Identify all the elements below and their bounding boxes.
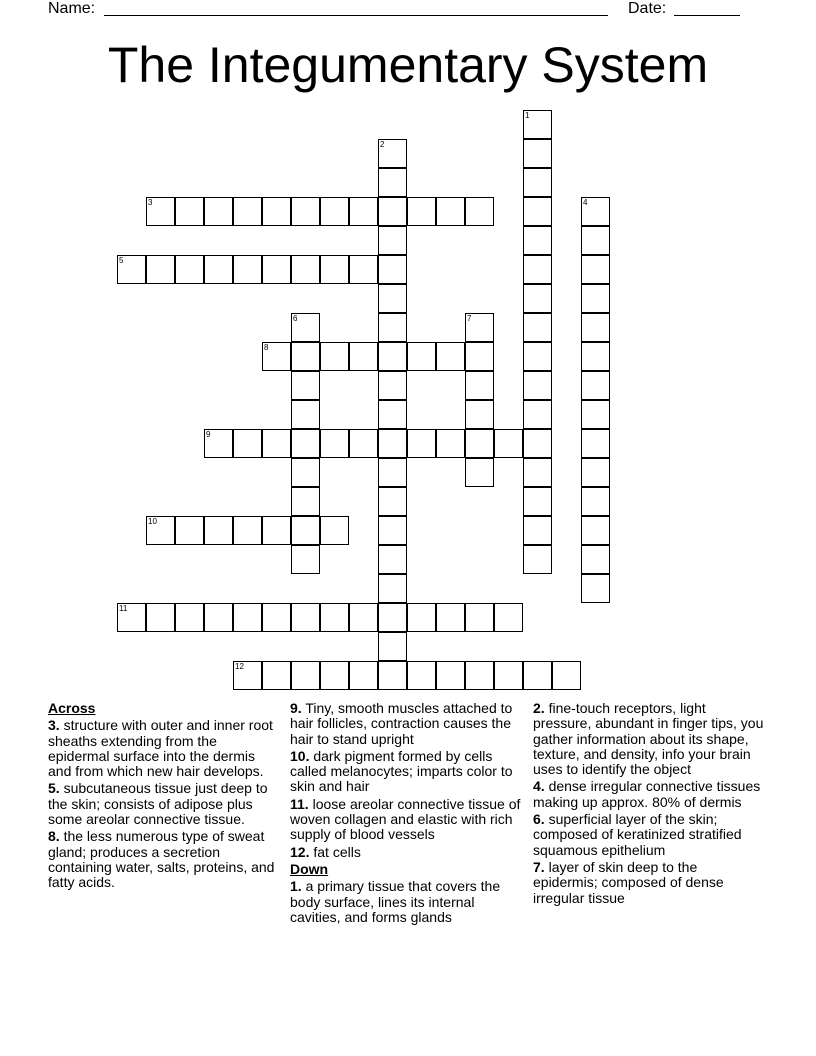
clue-number-1: 1 — [525, 111, 530, 120]
crossword-cell[interactable] — [291, 342, 320, 371]
crossword-cell[interactable] — [378, 458, 407, 487]
crossword-cell[interactable] — [378, 400, 407, 429]
crossword-cell[interactable] — [523, 487, 552, 516]
crossword-cell[interactable] — [233, 603, 262, 632]
clue-down-7: 7. layer of skin deep to the epidermis; composed of dense irregular tissue — [533, 858, 724, 906]
crossword-cell[interactable] — [465, 342, 494, 371]
crossword-cell[interactable] — [378, 545, 407, 574]
crossword-cell[interactable] — [436, 197, 465, 226]
crossword-cell[interactable] — [378, 168, 407, 197]
crossword-cell[interactable] — [320, 197, 349, 226]
clue-number-5: 5 — [119, 256, 124, 265]
clue-number-11: 11 — [119, 604, 128, 613]
crossword-cell[interactable] — [262, 197, 291, 226]
crossword-cell[interactable] — [378, 284, 407, 313]
crossword-cell[interactable] — [262, 516, 291, 545]
crossword-cell[interactable] — [465, 458, 494, 487]
crossword-cell[interactable] — [581, 342, 610, 371]
crossword-cell[interactable] — [436, 429, 465, 458]
clue-across-8: 8. the less numerous type of sweat gland; produces a secretion containing water, salts, proteins, and fatty acids. — [48, 828, 275, 891]
crossword-cell[interactable] — [204, 197, 233, 226]
crossword-cell[interactable] — [378, 603, 407, 632]
clues-column-2 — [290, 701, 522, 927]
crossword-cell[interactable] — [523, 255, 552, 284]
clue-across-10: 10. dark pigment formed by cells called melanocytes; imparts color to skin and hair — [290, 747, 513, 795]
crossword-cell[interactable] — [291, 371, 320, 400]
crossword-cell[interactable] — [552, 661, 581, 690]
clue-number-7: 7 — [467, 314, 472, 323]
crossword-cell[interactable] — [291, 197, 320, 226]
crossword-cell[interactable] — [523, 313, 552, 342]
crossword-cell[interactable] — [349, 661, 378, 690]
crossword-cell[interactable] — [378, 255, 407, 284]
clue-across-5: 5. subcutaneous tissue just deep to the skin; consists of adipose plus some areolar connective tissue. — [48, 780, 268, 828]
clue-number-9: 9 — [206, 430, 211, 439]
crossword-cell[interactable] — [523, 545, 552, 574]
crossword-cell[interactable] — [291, 400, 320, 429]
crossword-cell[interactable] — [523, 139, 552, 168]
clue-number-12: 12 — [235, 662, 244, 671]
clues-column-1 — [48, 701, 280, 893]
clue-number-2: 2 — [380, 140, 385, 149]
crossword-cell[interactable] — [523, 429, 552, 458]
crossword-cell[interactable] — [320, 603, 349, 632]
crossword-cell[interactable] — [291, 429, 320, 458]
crossword-cell[interactable] — [436, 603, 465, 632]
crossword-cell[interactable] — [378, 342, 407, 371]
crossword-cell[interactable] — [465, 603, 494, 632]
crossword-cell[interactable] — [407, 429, 436, 458]
clue-number-4: 4 — [583, 198, 588, 207]
crossword-cell[interactable] — [175, 197, 204, 226]
crossword-cell[interactable] — [407, 342, 436, 371]
crossword-cell[interactable] — [233, 429, 262, 458]
clues-column-3 — [533, 701, 765, 908]
crossword-cell[interactable] — [262, 255, 291, 284]
crossword-cell[interactable] — [494, 429, 523, 458]
crossword-cell[interactable] — [581, 458, 610, 487]
clue-across-3: 3. structure with outer and inner root sheaths extending from the epidermal surface into the dermis and from which new hair develops. — [48, 717, 273, 780]
crossword-cell[interactable] — [233, 197, 262, 226]
crossword-cell[interactable] — [204, 603, 233, 632]
crossword-cell[interactable] — [378, 661, 407, 690]
crossword-cell[interactable] — [262, 661, 291, 690]
crossword-cell[interactable] — [291, 603, 320, 632]
crossword-cell[interactable] — [320, 429, 349, 458]
crossword-cell[interactable] — [523, 661, 552, 690]
crossword-cell[interactable] — [581, 313, 610, 342]
page-title: The Integumentary System — [107, 37, 709, 93]
clue-down-4: 4. dense irregular connective tissues making up approx. 80% of dermis — [533, 778, 761, 810]
crossword-cell[interactable] — [523, 371, 552, 400]
crossword-cell[interactable] — [291, 255, 320, 284]
crossword-cell[interactable] — [146, 603, 175, 632]
crossword-cell[interactable] — [320, 661, 349, 690]
clue-number-6: 6 — [293, 314, 298, 323]
crossword-cell[interactable] — [378, 197, 407, 226]
crossword-cell[interactable] — [523, 342, 552, 371]
crossword-cell[interactable] — [494, 661, 523, 690]
crossword-cell[interactable] — [175, 255, 204, 284]
date-label: Date: — [628, 0, 667, 17]
clue-across-12: 12. fat cells — [290, 843, 361, 860]
crossword-cell[interactable] — [523, 516, 552, 545]
crossword-cell[interactable] — [378, 632, 407, 661]
crossword-cell[interactable] — [581, 284, 610, 313]
crossword-cell[interactable] — [407, 661, 436, 690]
crossword-cell[interactable] — [407, 603, 436, 632]
crossword-cell[interactable] — [233, 516, 262, 545]
crossword-cell[interactable] — [378, 429, 407, 458]
crossword-cell[interactable] — [349, 429, 378, 458]
crossword-cell[interactable] — [349, 342, 378, 371]
down-heading: Down — [290, 860, 329, 877]
crossword-cell[interactable] — [407, 197, 436, 226]
crossword-cell[interactable] — [175, 603, 204, 632]
crossword-cell[interactable] — [436, 342, 465, 371]
crossword-cell[interactable] — [436, 661, 465, 690]
clue-down-1: 1. a primary tissue that covers the body surface, lines its internal cavities, and forms glands — [290, 878, 501, 925]
crossword-cell[interactable] — [523, 284, 552, 313]
crossword-cell[interactable] — [146, 255, 175, 284]
crossword-cell[interactable] — [291, 545, 320, 574]
crossword-cell[interactable] — [465, 429, 494, 458]
across-heading: Across — [48, 700, 96, 716]
crossword-cell[interactable] — [349, 197, 378, 226]
crossword-cell[interactable] — [320, 255, 349, 284]
clue-across-9: 9. Tiny, smooth muscles attached to hair follicles, contraction causes the hair to stand upright — [290, 700, 513, 747]
clue-across-11: 11. loose areolar connective tissue of woven collagen and elastic with rich supply of blood vessels — [290, 795, 521, 843]
crossword-cell[interactable] — [291, 458, 320, 487]
clue-down-6: 6. superficial layer of the skin; composed of keratinized stratified squamous epithelium — [533, 811, 742, 858]
crossword-cell[interactable] — [291, 487, 320, 516]
crossword-cell[interactable] — [378, 574, 407, 603]
crossword-cell[interactable] — [581, 487, 610, 516]
crossword-cell[interactable] — [291, 661, 320, 690]
clue-number-8: 8 — [264, 343, 269, 352]
crossword-cell[interactable] — [349, 255, 378, 284]
crossword-cell[interactable] — [581, 226, 610, 255]
crossword-cell[interactable] — [523, 168, 552, 197]
clue-number-10: 10 — [148, 517, 157, 526]
crossword-cell[interactable] — [465, 371, 494, 400]
crossword-cell[interactable] — [320, 342, 349, 371]
crossword-cell[interactable] — [523, 197, 552, 226]
crossword-cell[interactable] — [465, 661, 494, 690]
crossword-cell[interactable] — [581, 400, 610, 429]
crossword-cell[interactable] — [494, 603, 523, 632]
crossword-cell[interactable] — [291, 516, 320, 545]
crossword-cell[interactable] — [204, 516, 233, 545]
clue-number-3: 3 — [148, 198, 153, 207]
crossword-cell[interactable] — [581, 371, 610, 400]
crossword-cell[interactable] — [581, 516, 610, 545]
crossword-cell[interactable] — [262, 429, 291, 458]
clue-down-2: 2. fine-touch receptors, light pressure, abundant in finger tips, you gather information about its shape, texture, and density, info your brain uses to identify the object — [533, 700, 764, 778]
crossword-cell[interactable] — [378, 487, 407, 516]
crossword-cell[interactable] — [378, 371, 407, 400]
crossword-cell[interactable] — [465, 400, 494, 429]
crossword-cell[interactable] — [378, 313, 407, 342]
crossword-cell[interactable] — [349, 603, 378, 632]
crossword-cell[interactable] — [581, 429, 610, 458]
name-label: Name: — [48, 0, 96, 17]
crossword-cell[interactable] — [581, 255, 610, 284]
crossword-cell[interactable] — [262, 603, 291, 632]
crossword-cell[interactable] — [523, 400, 552, 429]
crossword-cell[interactable] — [320, 516, 349, 545]
crossword-cell[interactable] — [378, 226, 407, 255]
crossword-cell[interactable] — [523, 226, 552, 255]
crossword-cell[interactable] — [465, 197, 494, 226]
crossword-cell[interactable] — [175, 516, 204, 545]
crossword-cell[interactable] — [581, 574, 610, 603]
crossword-cell[interactable] — [523, 458, 552, 487]
crossword-cell[interactable] — [204, 255, 233, 284]
crossword-cell[interactable] — [233, 255, 262, 284]
crossword-cell[interactable] — [378, 516, 407, 545]
crossword-cell[interactable] — [581, 545, 610, 574]
